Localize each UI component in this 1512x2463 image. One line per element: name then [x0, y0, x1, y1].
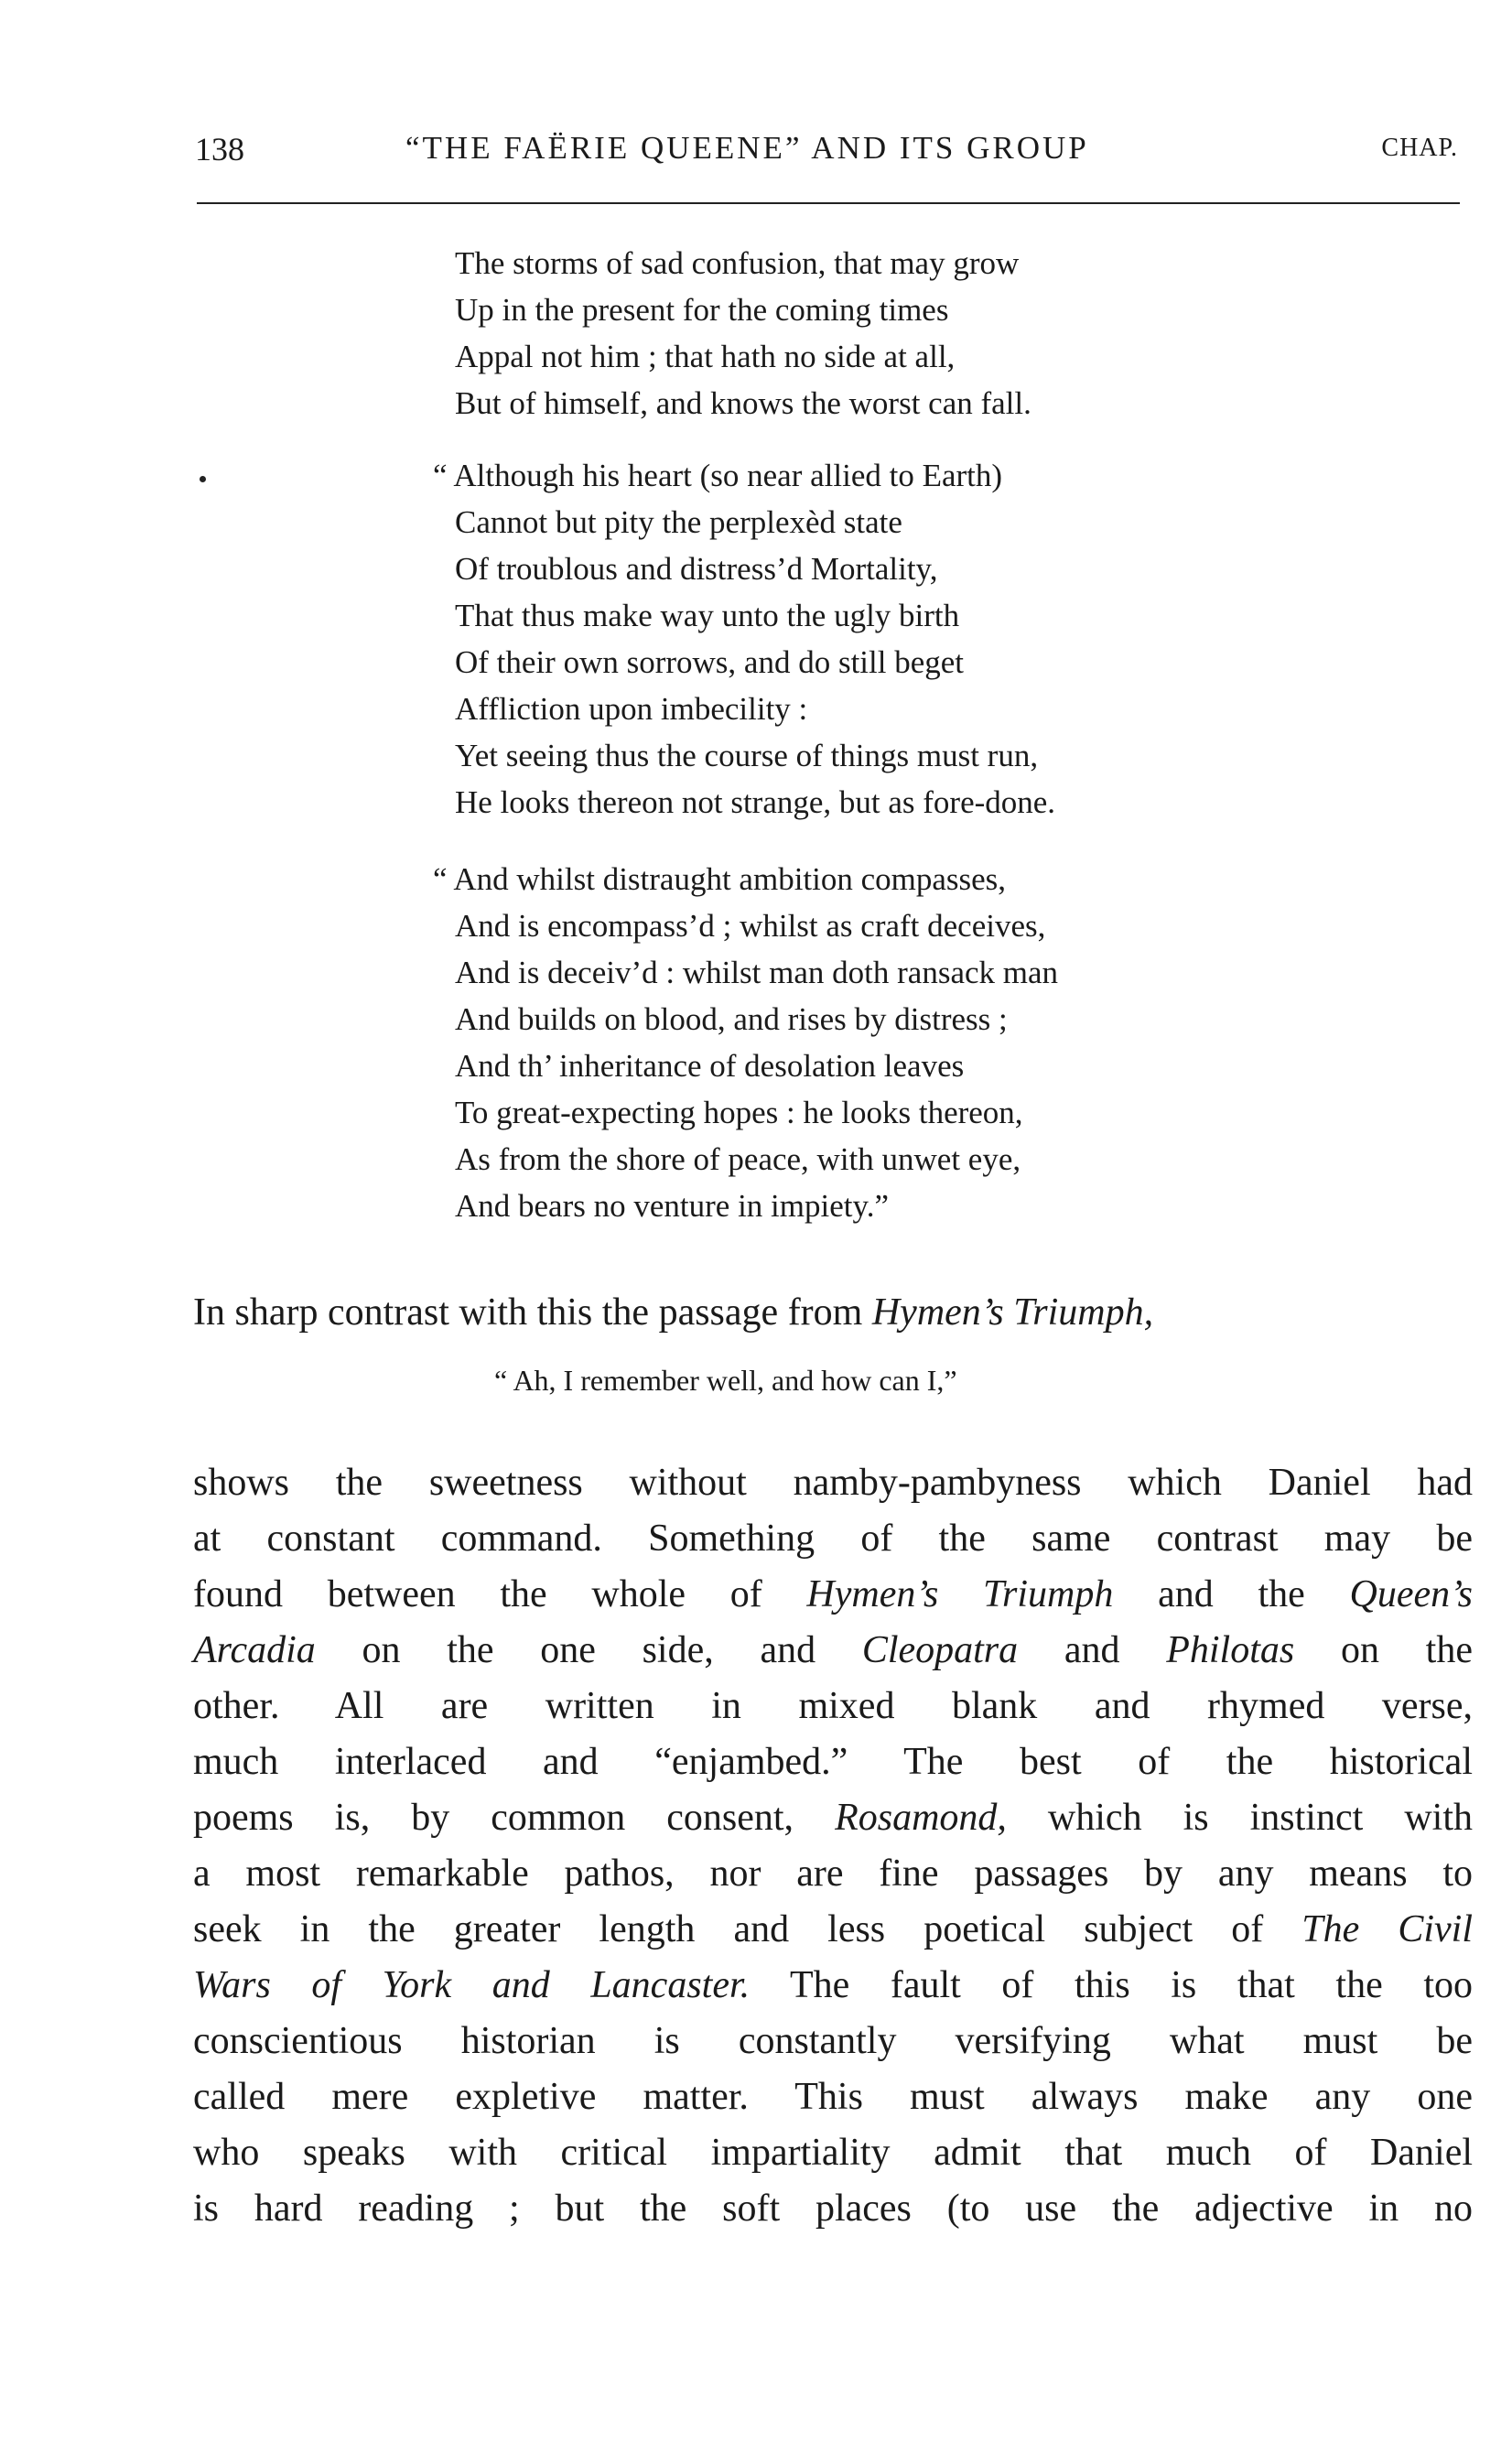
verse-line: And is deceiv’d : whilst man doth ransack man [455, 955, 1059, 990]
prose-line [193, 1902, 1473, 1958]
prose-line: much interlaced and “enjambed.” The best of the historical [193, 1741, 1473, 1783]
prose-line [193, 1958, 1473, 2014]
verse-line: As from the shore of peace, with unwet eye, [455, 1141, 1021, 1177]
verse-line: That thus make way unto the ugly birth [455, 598, 960, 633]
verse-line: Appal not him ; that hath no side at all, [455, 339, 956, 374]
verse-line: Cannot but pity the perplexèd state [455, 504, 902, 540]
work-title: Philotas [1166, 1629, 1295, 1671]
verse-line: Yet seeing thus the course of things must run, [455, 738, 1039, 773]
page-number: 138 [195, 131, 244, 167]
prose-line [193, 1567, 1473, 1623]
quoted-line: “ Ah, I remember well, and how can I,” [494, 1364, 957, 1397]
verse-line: Up in the present for the coming times [455, 292, 949, 328]
margin-dot [200, 476, 206, 482]
work-title: Queen’s [1349, 1573, 1474, 1615]
prose-line [193, 1623, 1473, 1679]
verse-stanza-3 [433, 856, 1059, 1229]
chapter-label: CHAP. [1381, 134, 1458, 162]
prose-line: conscientious historian is constantly versifying what must be [193, 2020, 1473, 2062]
prose-text: on the [1294, 1629, 1473, 1671]
prose-line: other. All are written in mixed blank and rhymed verse, [193, 1685, 1473, 1727]
running-title: “THE FAËRIE QUEENE” AND ITS GROUP [405, 130, 1089, 166]
prose-text: and [1018, 1629, 1167, 1671]
prose-text: on the one side, and [315, 1629, 862, 1671]
paragraph-intro [193, 1285, 1473, 1341]
verse-line: And builds on blood, and rises by distress ; [455, 1001, 1008, 1037]
prose-line: shows the sweetness without namby-pambyness which Daniel had [193, 1462, 1473, 1504]
prose-line: who speaks with critical impartiality admit that much of Daniel [193, 2132, 1473, 2174]
verse-line: Of troublous and distress’d Mortality, [455, 551, 938, 587]
verse-line: Affliction upon imbecility : [455, 691, 808, 727]
prose-text: and the [1113, 1573, 1350, 1615]
running-header [195, 130, 1458, 185]
prose-text: which is instinct with [1006, 1797, 1473, 1839]
verse-line: The storms of sad confusion, that may grow [455, 245, 1020, 281]
verse-line: And is encompass’d ; whilst as craft deceives, [455, 908, 1046, 944]
verse-stanza-2 [433, 452, 1056, 826]
header-rule [197, 202, 1460, 204]
work-title: Arcadia [193, 1629, 316, 1671]
verse-line: And th’ inheritance of desolation leaves [455, 1048, 965, 1084]
verse-stanza-1 [455, 240, 1031, 427]
work-title: Cleopatra [861, 1629, 1019, 1671]
verse-line: He looks thereon not strange, but as fore-done. [455, 784, 1056, 820]
verse-line: To great-expecting hopes : he looks thereon, [455, 1095, 1023, 1130]
work-title: Hymen’s Triumph [806, 1573, 1114, 1615]
work-title: Hymen’s Triumph, [871, 1291, 1154, 1334]
prose-line [193, 1790, 1473, 1846]
verse-line: And bears no venture in impiety.” [455, 1188, 889, 1224]
prose-text: poems is, by common consent, [193, 1797, 836, 1839]
paragraph-main [193, 1455, 1473, 2237]
prose-line: called mere expletive matter. This must always make any one [193, 2076, 1473, 2118]
prose-line: is hard reading ; but the soft places (to use the adjective in no [193, 2188, 1473, 2230]
prose-line: at constant command. Something of the same contrast may be [193, 1518, 1473, 1560]
prose-line: a most remarkable pathos, nor are fine passages by any means to [193, 1853, 1473, 1895]
work-title: Wars of York and Lancaster. [193, 1964, 751, 2006]
work-title: The Civil [1301, 1908, 1473, 1950]
work-title: Rosamond, [835, 1797, 1007, 1839]
verse-line: But of himself, and knows the worst can fall. [455, 385, 1031, 421]
verse-line: Of their own sorrows, and do still beget [455, 644, 965, 680]
prose-text: seek in the greater length and less poetical subject of [193, 1908, 1302, 1950]
prose-line [193, 1285, 1473, 1341]
verse-line: “ Although his heart (so near allied to Earth) [433, 458, 1003, 493]
prose-text: In sharp contrast with this the passage from [193, 1291, 872, 1334]
prose-text: found between the whole of [193, 1573, 807, 1615]
verse-line: “ And whilst distraught ambition compasses, [433, 861, 1007, 897]
prose-text: The fault of this is that the too [750, 1964, 1473, 2006]
